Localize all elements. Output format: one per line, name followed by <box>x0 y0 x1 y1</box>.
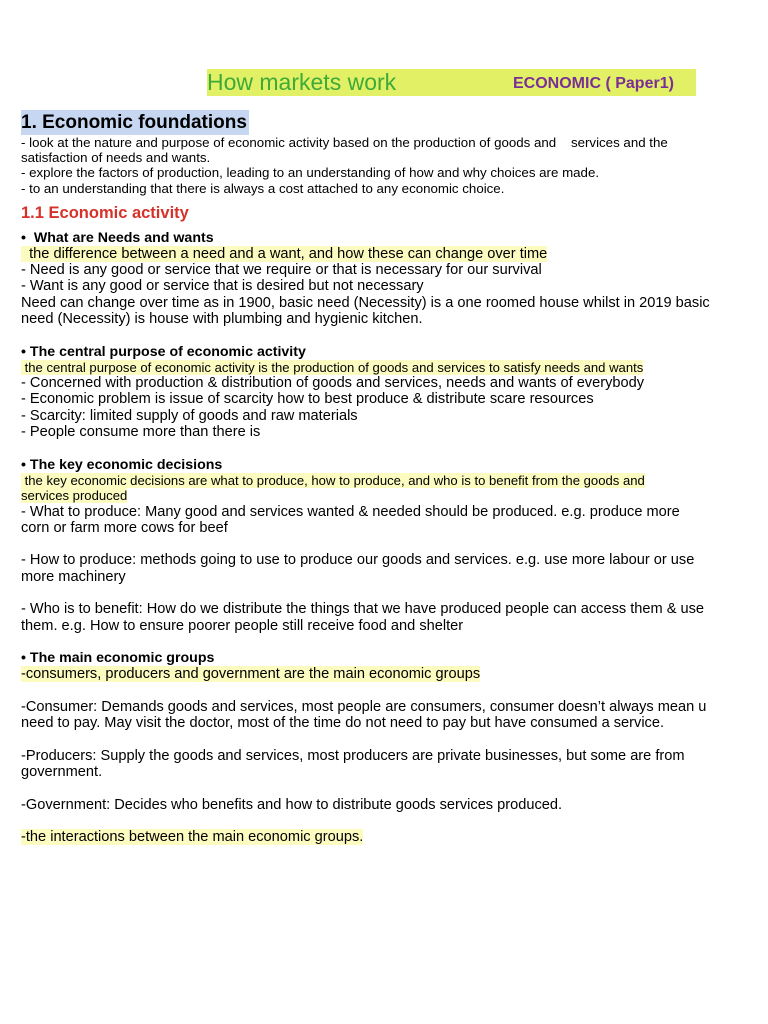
consumer-line: -Consumer: Demands goods and services, most people are consumers, consumer doesn’t always mean u <box>21 698 707 715</box>
section-1 <box>21 110 756 196</box>
producers-line: government. <box>21 764 103 781</box>
section-1-1-heading: 1.1 Economic activity <box>21 203 189 222</box>
decisions-line: more machinery <box>21 568 126 585</box>
decisions-line: them. e.g. How to ensure poorer people still receive food and shelter <box>21 617 464 634</box>
document-title: How markets work <box>207 69 397 95</box>
purpose-heading: • The central purpose of economic activity <box>21 343 306 360</box>
needs-line: need (Necessity) is house with plumbing and hygienic kitchen. <box>21 311 423 327</box>
decisions-line: corn or farm more cows for beef <box>21 519 228 536</box>
key-decisions-block <box>21 457 756 634</box>
purpose-line: - Scarcity: limited supply of goods and raw materials <box>21 407 358 424</box>
decisions-highlight: services produced <box>21 488 128 504</box>
document-body <box>21 110 756 846</box>
needs-line: Need can change over time as in 1900, basic need (Necessity) is a one roomed house whilst in 2019 basic <box>21 294 710 311</box>
purpose-line: - Economic problem is issue of scarcity how to best produce & distribute scare resources <box>21 391 594 408</box>
needs-line: - Want is any good or service that is desired but not necessary <box>21 278 424 295</box>
needs-highlight: the difference between a need and a want, and how these can change over time <box>21 245 548 262</box>
section-1-heading: 1. Economic foundations <box>21 112 247 133</box>
economic-groups-block <box>21 650 756 845</box>
document-subtitle: ECONOMIC ( Paper1) <box>513 75 674 92</box>
decisions-highlight: the key economic decisions are what to produce, how to produce, and who is to benefit from the goods and <box>21 472 645 488</box>
decisions-line: - Who is to benefit: How do we distribute the things that we have produced people can access them & use <box>21 601 705 618</box>
intro-line: satisfaction of needs and wants. <box>21 150 211 166</box>
needs-heading: • What are Needs and wants <box>21 229 214 246</box>
groups-heading: • The main economic groups <box>21 650 215 667</box>
producers-line: -Producers: Supply the goods and services, most producers are private businesses, but some are from <box>21 747 685 764</box>
decisions-line: - How to produce: methods going to use to produce our goods and services. e.g. use more labour or use <box>21 552 695 569</box>
needs-line: - Need is any good or service that we require or that is necessary for our survival <box>21 262 542 279</box>
purpose-line: - People consume more than there is <box>21 423 261 440</box>
purpose-highlight: the central purpose of economic activity is the production of goods and services to satisfy needs and wants <box>21 359 644 375</box>
government-line: -Government: Decides who benefits and how to distribute goods services produced. <box>21 796 563 813</box>
intro-line: - to an understanding that there is always a cost attached to any economic choice. <box>21 180 505 196</box>
interactions-highlight: -the interactions between the main economic groups. <box>21 829 364 846</box>
groups-highlight: -consumers, producers and government are the main economic groups <box>21 666 481 683</box>
purpose-line: - Concerned with production & distribution of goods and services, needs and wants of everybody <box>21 375 645 392</box>
intro-line: - look at the nature and purpose of economic activity based on the production of goods and services and the <box>21 135 668 150</box>
decisions-line: - What to produce: Many good and services wanted & needed should be produced. e.g. produce more <box>21 503 680 520</box>
consumer-line: need to pay. May visit the doctor, most of the time do not need to pay but have consumed a service. <box>21 715 665 732</box>
intro-line: - explore the factors of production, leading to an understanding of how and why choices are made. <box>21 165 600 181</box>
needs-and-wants-block <box>21 230 756 327</box>
central-purpose-block <box>21 344 756 441</box>
decisions-heading: • The key economic decisions <box>21 456 223 473</box>
